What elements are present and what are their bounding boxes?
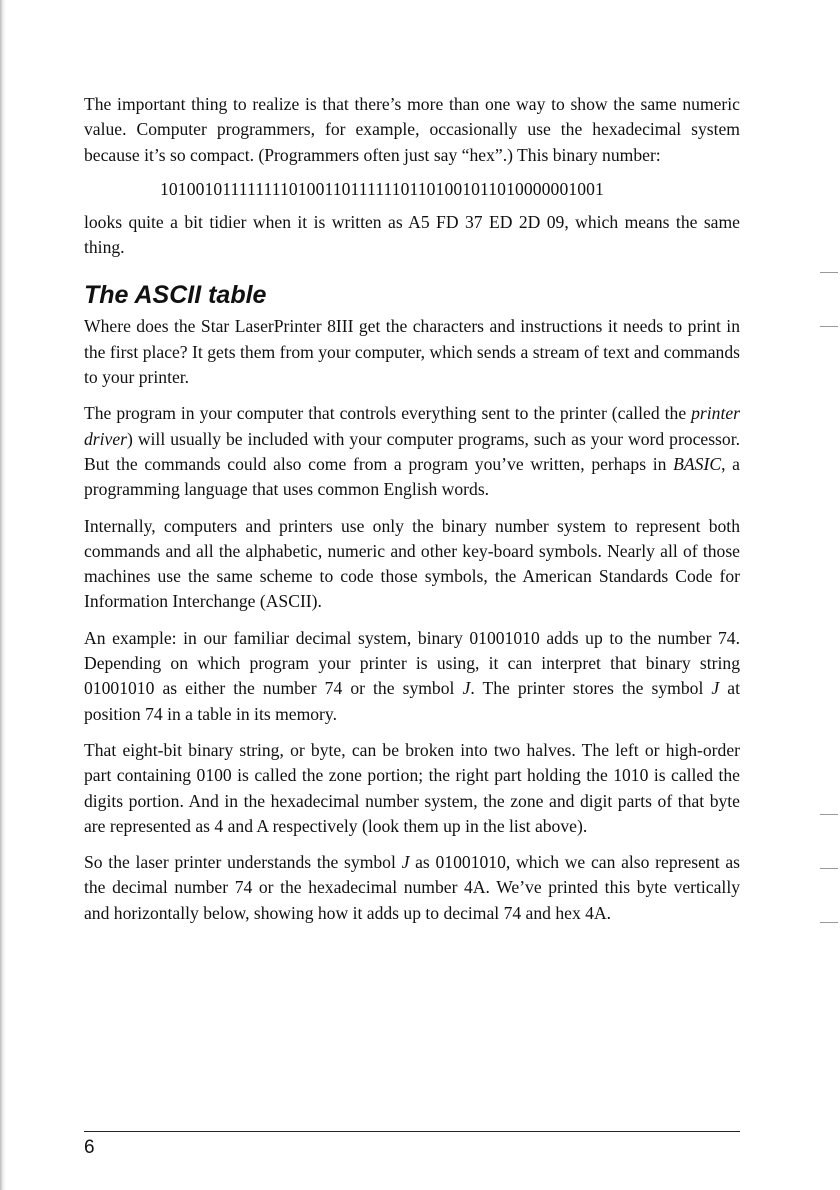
section-heading: The ASCII table — [84, 281, 267, 310]
symbol-j: J — [711, 678, 720, 699]
ascii-paragraph-3: Internally, computers and printers use only the binary number system to represent both commands and all the alphabetic, numeric and other key-board symbols. Nearly all of those machines use the same scheme to code those symbols, the American Standards Code for Information Interchange (ASCII). — [84, 515, 740, 612]
scan-mark — [820, 868, 838, 869]
symbol-j: J — [462, 678, 471, 699]
symbol-j: J — [401, 852, 410, 873]
ascii-paragraph-2: The program in your computer that controls everything sent to the printer (called the printer driver) will usually be included with your computer programs, such as your word processor. But the commands could also come from a program you’ve written, perhaps in BASIC, a programming language that uses common English words. — [84, 403, 740, 500]
printer-driver-term: printer driver — [84, 403, 740, 449]
page-number: 6 — [84, 1137, 95, 1158]
basic-term: BASIC — [673, 453, 722, 474]
page-body — [84, 92, 740, 937]
ascii-paragraph-5: That eight-bit binary string, or byte, can be broken into two halves. The left or high-order part containing 0100 is called the zone portion; the right part holding the 1010 is called the digits portion. And in the hexadecimal number system, the zone and digit parts of that byte are represented as 4 and A respectively (look them up in the list above). — [84, 739, 740, 836]
footer-rule — [84, 1131, 740, 1132]
scan-mark — [820, 272, 838, 273]
scan-mark — [820, 814, 838, 815]
scan-mark — [820, 326, 838, 327]
binary-number: 101001011111111010011011111101101001011010000001001 — [160, 178, 604, 199]
ascii-paragraph-1: Where does the Star LaserPrinter 8III get the characters and instructions it needs to print in the first place? It gets them from your computer, which sends a stream of text and commands to your printer. — [84, 316, 740, 388]
scan-mark — [820, 922, 838, 923]
ascii-paragraph-4: An example: in our familiar decimal system, binary 01001010 adds up to the number 74. Depending on which program your printer is using, it can interpret that binary string 01001010 as either the number 74 or the symbol J. The printer stores the symbol J at position 74 in a table in its memory. — [84, 627, 740, 724]
scan-edge — [0, 0, 6, 1190]
ascii-paragraph-6: So the laser printer understands the symbol J as 01001010, which we can also represent as the decimal number 74 or the hexadecimal number 4A. We’ve printed this byte vertically and horizontally below, showing how it adds up to decimal 74 and hex 4A. — [84, 852, 741, 923]
intro-paragraph-2: looks quite a bit tidier when it is written as A5 FD 37 ED 2D 09, which means the same thing. — [84, 211, 740, 258]
intro-paragraph: The important thing to realize is that there’s more than one way to show the same numeric value. Computer programmers, for example, occasionally use the hexadecimal system because it’s so compact. (Programmers often just say “hex”.) This binary number: — [84, 94, 740, 165]
